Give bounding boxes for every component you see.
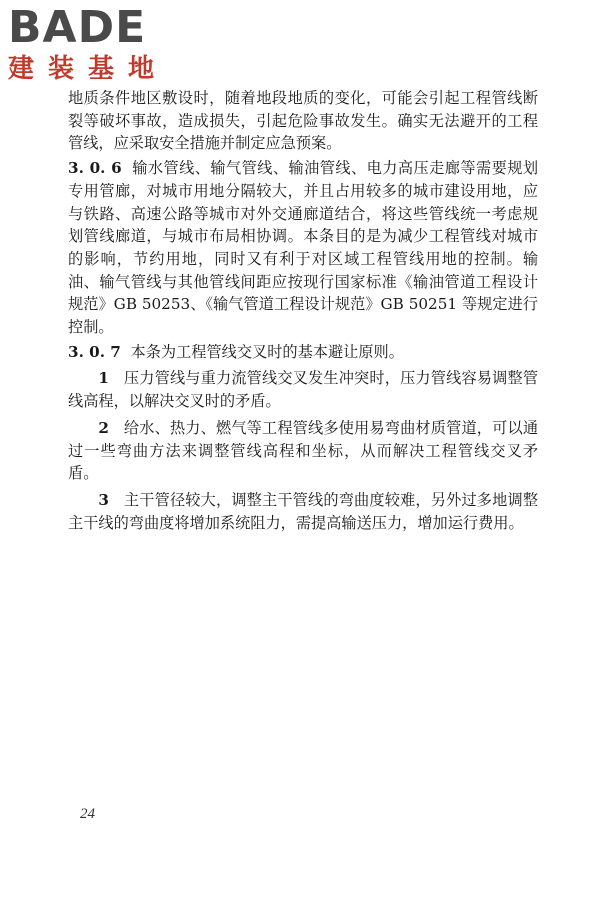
clause-number: 3. 0. 6 (68, 159, 122, 178)
list-item-number: 3 (98, 490, 109, 509)
clause-number: 3. 0. 7 (68, 342, 121, 361)
bade-watermark-logo (8, 4, 178, 88)
bade-logo-subtitle: 建装基地 (8, 54, 169, 84)
clause-3-0-7 (68, 341, 538, 364)
list-item-text: 压力管线与重力流管线交叉发生冲突时，压力管线容易调整管线高程，以解决交叉时的矛盾。 (68, 369, 539, 411)
list-item-number: 1 (98, 369, 109, 388)
clause-3-0-6 (68, 157, 538, 339)
list-item-1 (68, 367, 538, 412)
list-item-2 (68, 417, 538, 485)
clause-text: 本条为工程管线交叉时的基本避让原则。 (130, 342, 404, 361)
paragraph-continuation (68, 87, 538, 155)
bade-logo-text: BADE (8, 2, 147, 53)
document-body (68, 87, 538, 534)
page-number: 24 (80, 806, 95, 822)
list-item-text: 给水、热力、燃气等工程管线多使用易弯曲材质管道，可以通过一些弯曲方法来调整管线高程和坐标，从而解决工程管线交叉矛盾。 (68, 418, 539, 483)
paragraph-text: 地质条件地区敷设时，随着地段地质的变化，可能会引起工程管线断裂等破坏事故，造成损失，引起危险事故发生。确实无法避开的工程管线，应采取安全措施并制定应急预案。 (68, 89, 538, 153)
list-item-number: 2 (98, 418, 109, 437)
list-item-3 (68, 489, 538, 534)
list-item-text: 主干管径较大，调整主干管线的弯曲度较难，另外过多地调整主干线的弯曲度将增加系统阻力，需提高输送压力，增加运行费用。 (68, 490, 539, 532)
clause-text: 输水管线、输气管线、输油管线、电力高压走廊等需要规划专用管廊，对城市用地分隔较大，并且占用较多的城市建设用地，应与铁路、高速公路等城市对外交通廊道结合，将这些管线统一考虑规划管线廊道，与城市布局相协调。本条目的是为减少工程管线对城市的影响，节约用地，同时又有利于对区域工程管线用地的控制。输油、输气管线与其他管线间距应按现行国家标准《输油管道工程设计规范》GB 50253、《输气管道工程设计规范》GB 50251 等规定进行控制。 (68, 159, 539, 337)
